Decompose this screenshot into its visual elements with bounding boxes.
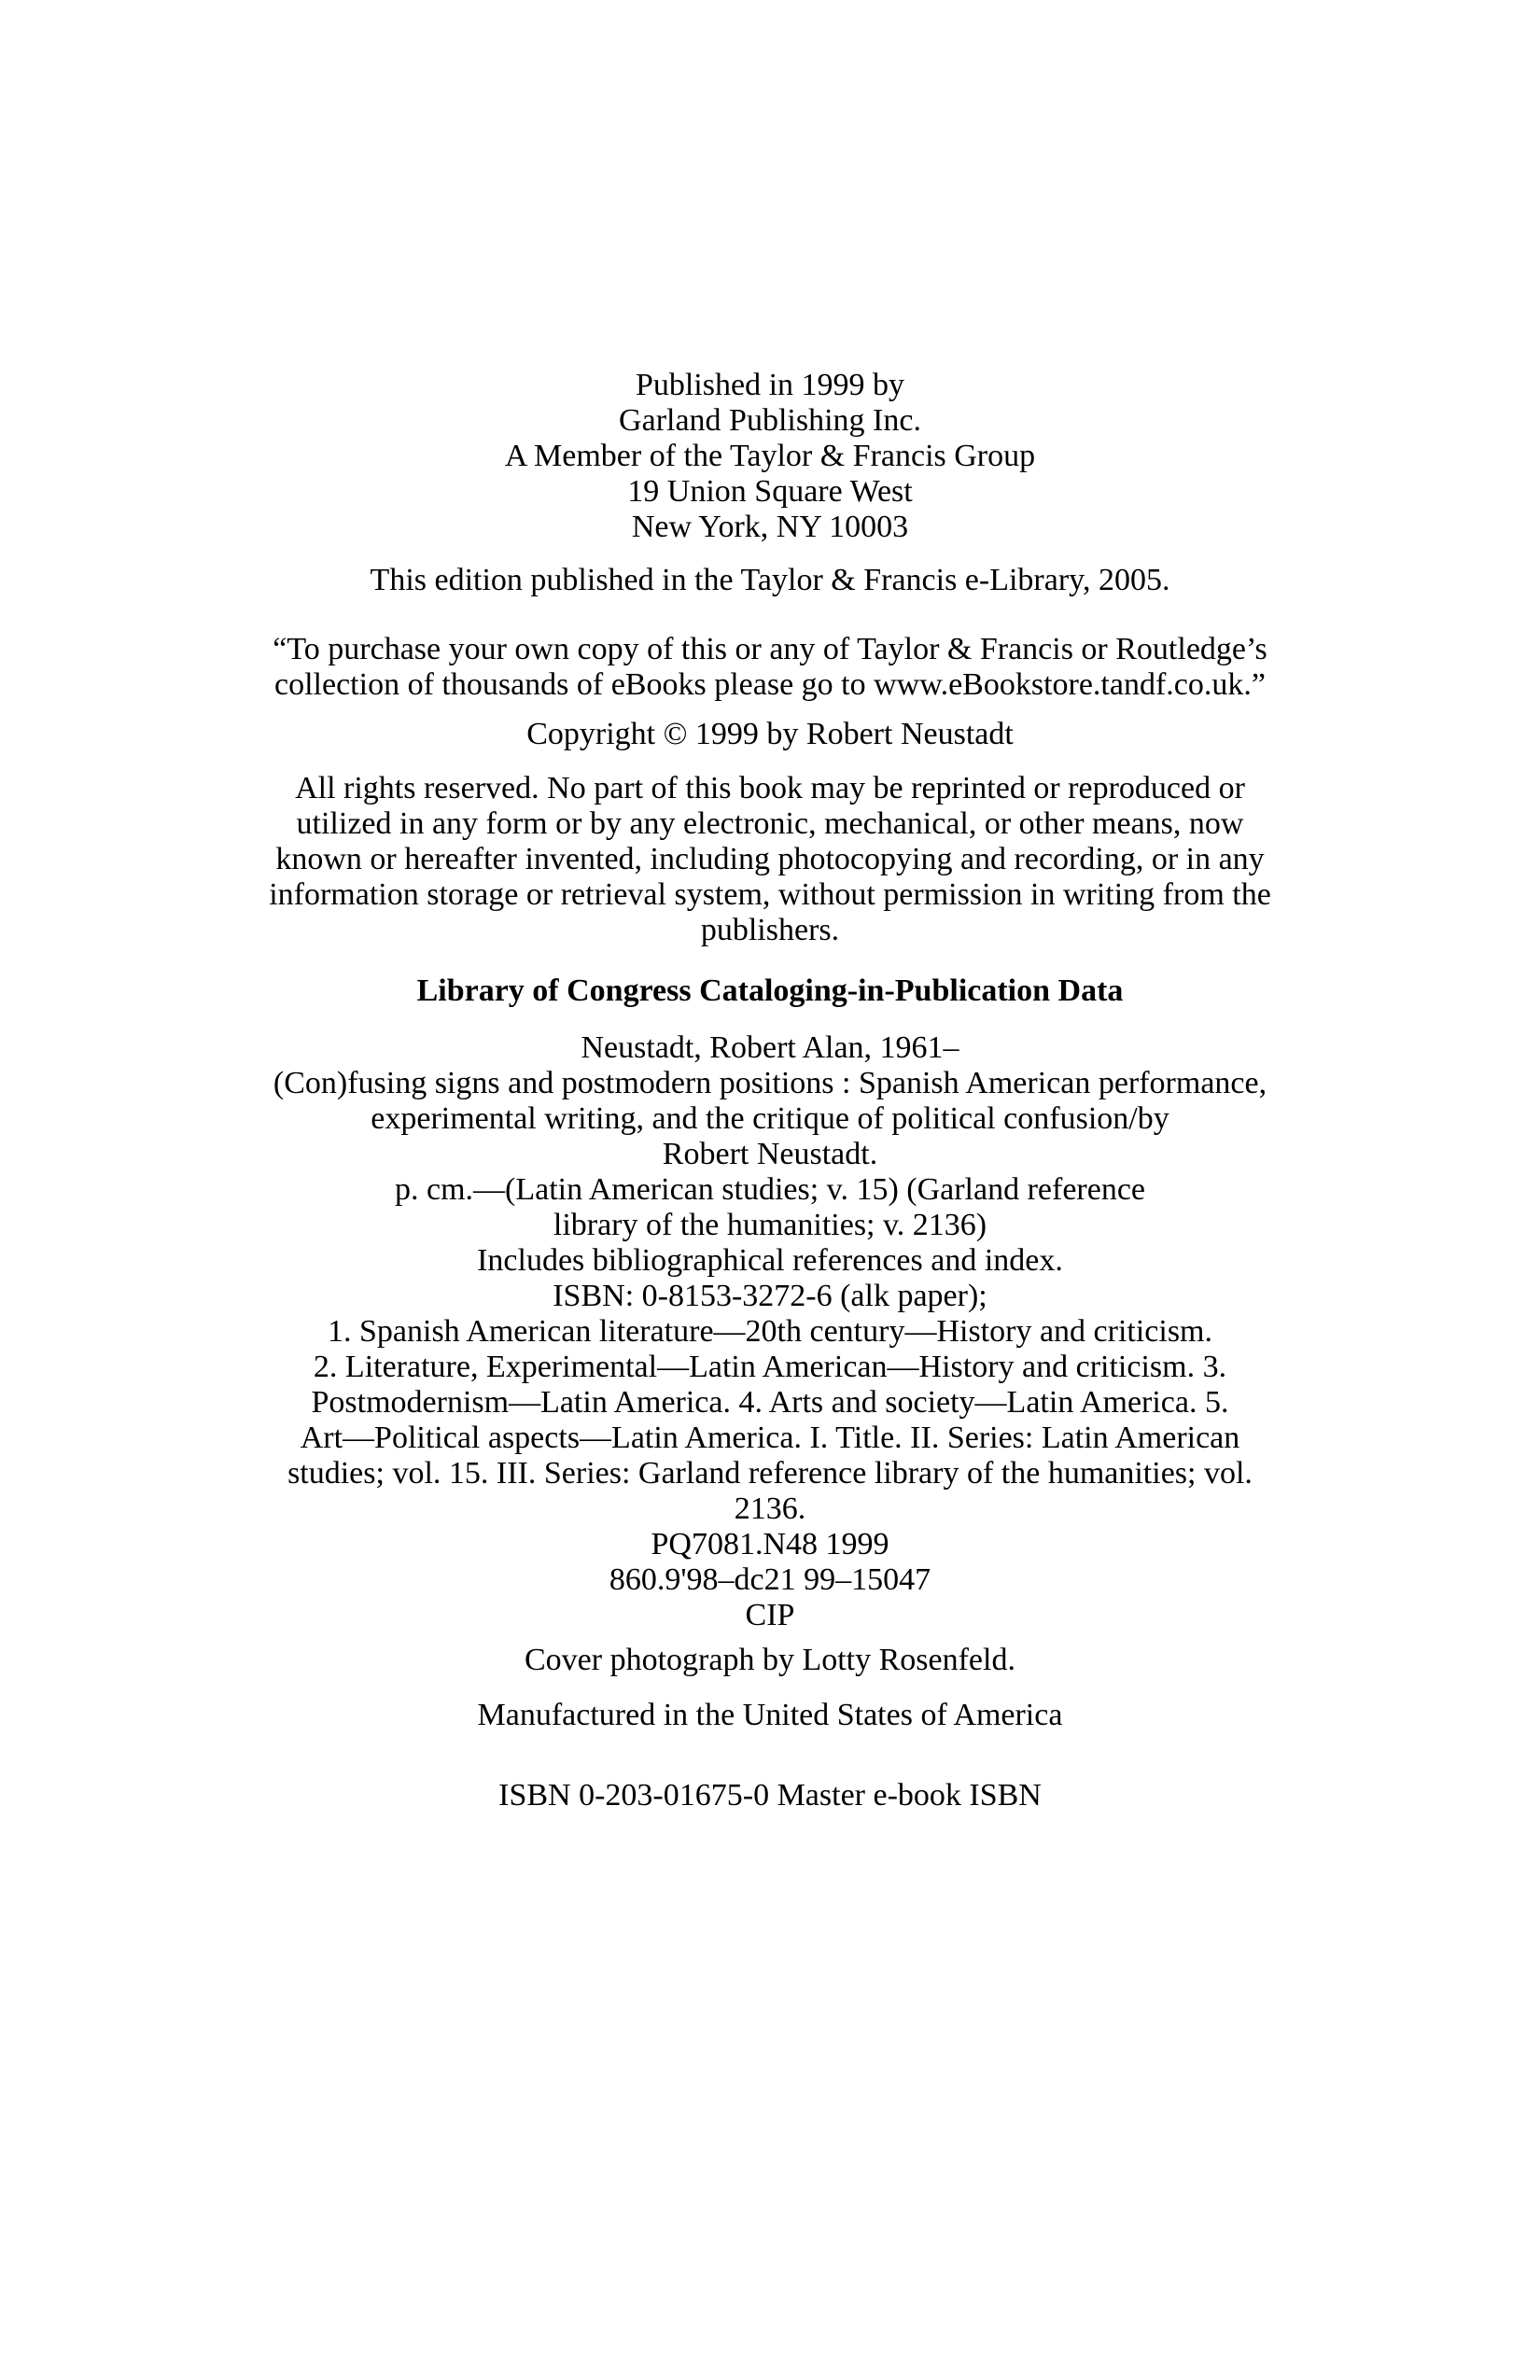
cip-line: CIP: [745, 1598, 795, 1632]
purchase-line: collection of thousands of eBooks please go to www.eBookstore.tandf.co.uk.”: [274, 667, 1266, 702]
rights-line: All rights reserved. No part of this book may be reprinted or reproduced or: [295, 771, 1245, 805]
cip-line: Neustadt, Robert Alan, 1961–: [581, 1030, 959, 1065]
ebook-isbn: [196, 1778, 1344, 1813]
publisher-line: Garland Publishing Inc.: [619, 403, 921, 438]
cip-line: Art—Political aspects—Latin America. I. Title. II. Series: Latin American: [300, 1421, 1240, 1455]
rights-line: known or hereafter invented, including photocopying and recording, or in any: [275, 842, 1265, 876]
cip-heading: [196, 973, 1344, 1009]
rights-line: publishers.: [700, 913, 840, 947]
manufactured-notice: [196, 1698, 1344, 1733]
rights-notice: [196, 771, 1344, 948]
manufactured-line: Manufactured in the United States of America: [477, 1698, 1063, 1732]
publisher-line: Published in 1999 by: [635, 368, 905, 402]
cip-line: 1. Spanish American literature—20th century—History and criticism.: [328, 1314, 1212, 1349]
ebook-isbn-line: ISBN 0-203-01675-0 Master e-book ISBN: [498, 1778, 1042, 1813]
cip-line: Includes bibliographical references and index.: [477, 1243, 1063, 1278]
copyright-notice: [196, 717, 1344, 752]
cip-line: library of the humanities; v. 2136): [553, 1208, 987, 1242]
publisher-line: 19 Union Square West: [627, 474, 913, 509]
publisher-info: [196, 368, 1344, 545]
cip-line: 860.9'98–dc21 99–15047: [609, 1562, 931, 1597]
cip-line: (Con)fusing signs and postmodern positions : Spanish American performance,: [273, 1066, 1267, 1100]
cip-data: [196, 1030, 1344, 1633]
cip-line: 2. Literature, Experimental—Latin American—History and criticism. 3.: [313, 1350, 1227, 1384]
cip-line: experimental writing, and the critique of political confusion/by: [371, 1101, 1169, 1136]
cip-heading-text: Library of Congress Cataloging-in-Publication Data: [416, 973, 1124, 1008]
cip-line: Postmodernism—Latin America. 4. Arts and society—Latin America. 5.: [311, 1385, 1229, 1420]
edition-notice: [196, 563, 1344, 598]
publisher-line: New York, NY 10003: [631, 510, 909, 544]
publisher-line: A Member of the Taylor & Francis Group: [504, 439, 1036, 473]
cip-line: Robert Neustadt.: [662, 1137, 878, 1171]
cip-line: PQ7081.N48 1999: [651, 1527, 889, 1561]
purchase-notice: [196, 632, 1344, 703]
cip-line: studies; vol. 15. III. Series: Garland reference library of the humanities; vol.: [287, 1456, 1253, 1491]
rights-line: information storage or retrieval system, without permission in writing from the: [269, 877, 1271, 912]
cip-line: 2136.: [734, 1491, 806, 1526]
cover-photo-line: Cover photograph by Lotty Rosenfeld.: [525, 1643, 1015, 1677]
cip-line: ISBN: 0-8153-3272-6 (alk paper);: [553, 1279, 987, 1313]
purchase-line: “To purchase your own copy of this or any of Taylor & Francis or Routledge’s: [273, 632, 1267, 666]
cip-line: p. cm.—(Latin American studies; v. 15) (Garland reference: [394, 1172, 1146, 1207]
rights-line: utilized in any form or by any electronic, mechanical, or other means, now: [296, 806, 1244, 841]
edition-line: This edition published in the Taylor & Francis e-Library, 2005.: [370, 563, 1170, 597]
cover-photo-credit: [196, 1643, 1344, 1678]
copyright-line: Copyright © 1999 by Robert Neustadt: [526, 717, 1014, 751]
